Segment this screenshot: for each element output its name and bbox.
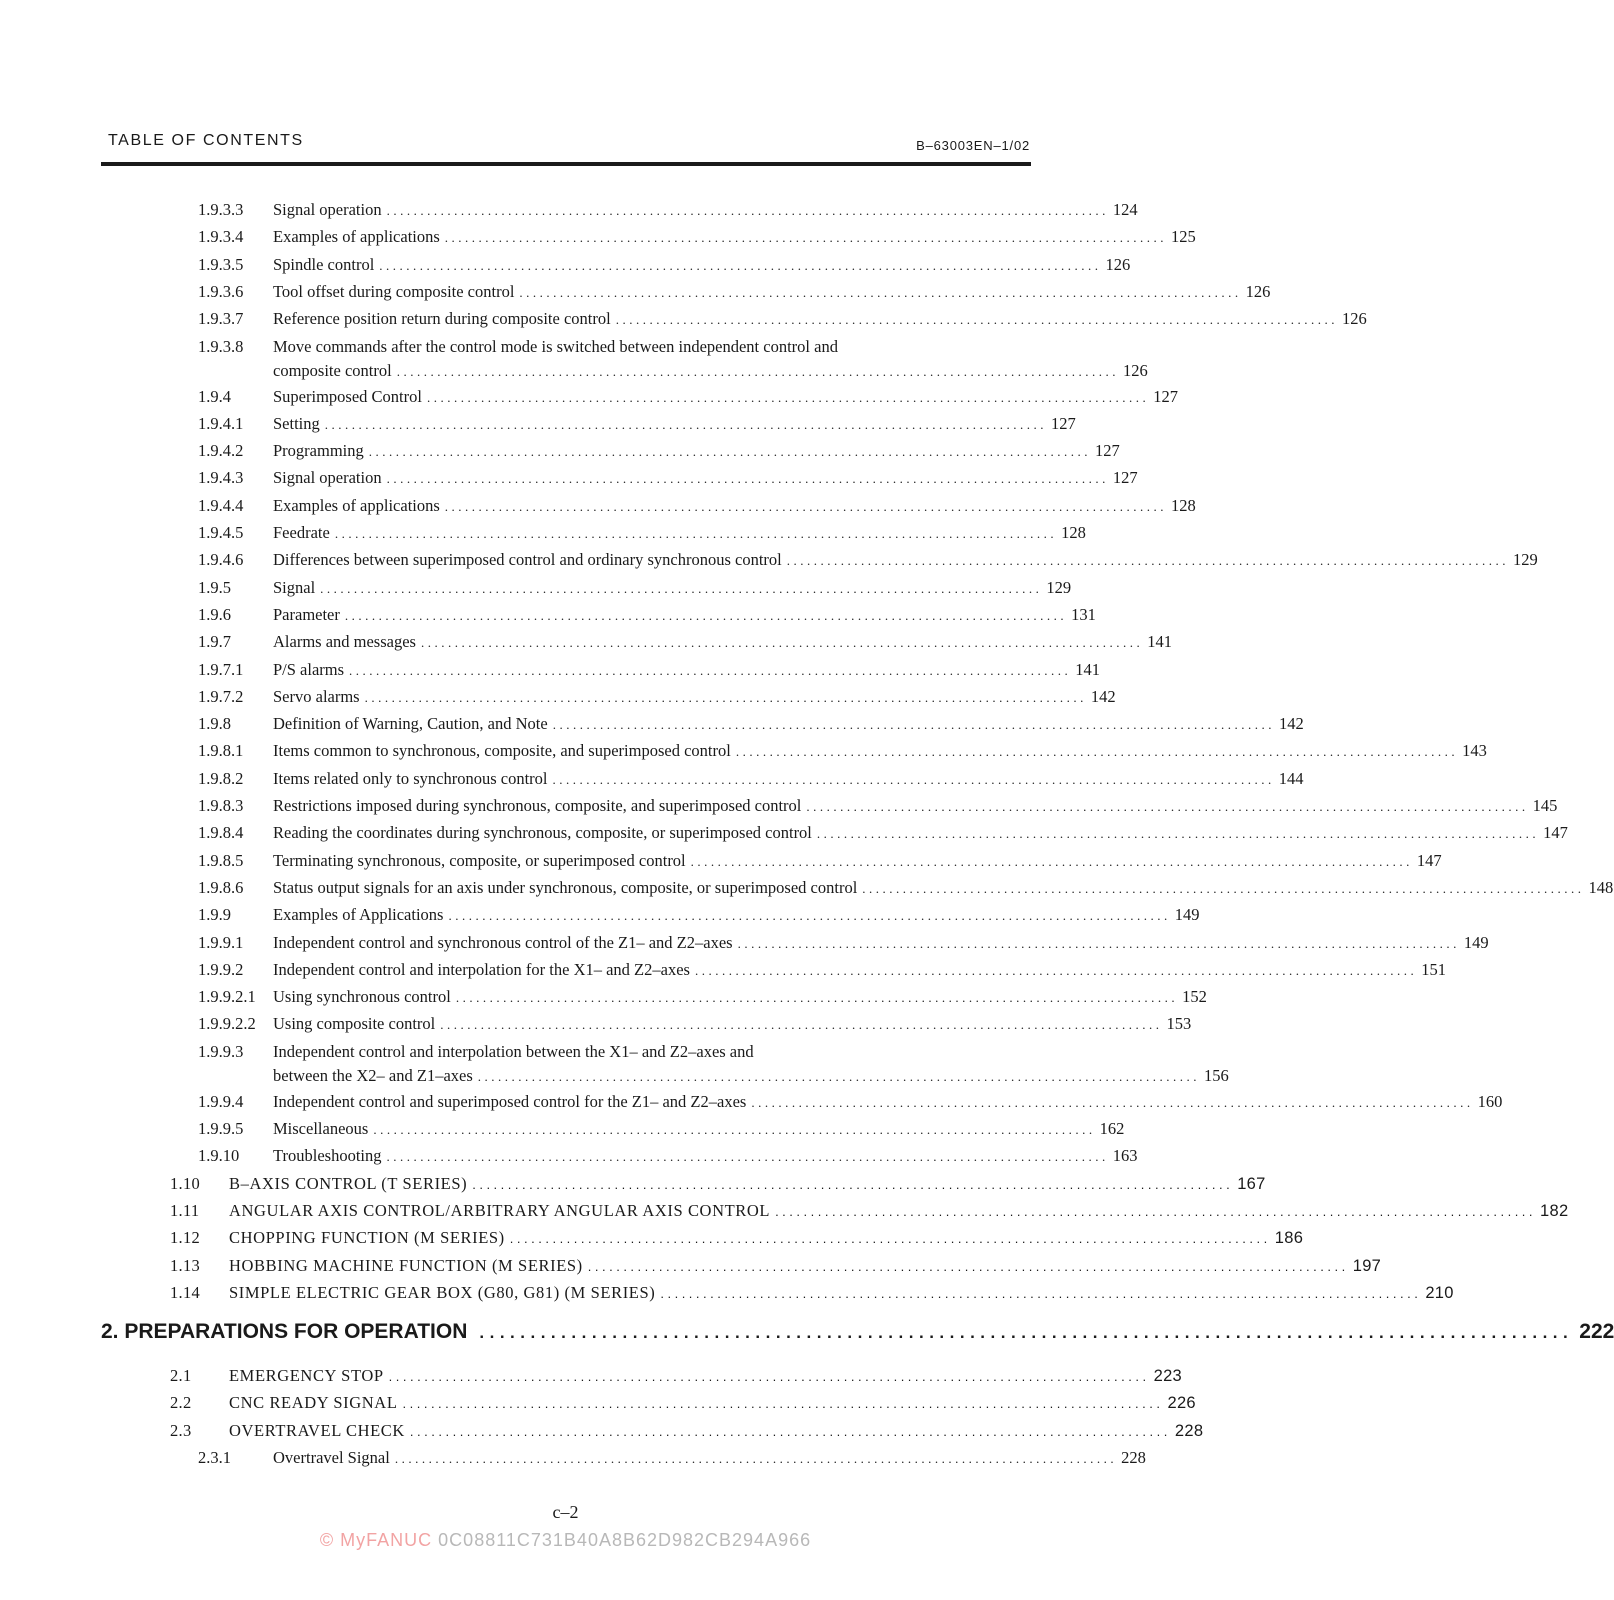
toc-entry-line: [273, 279, 1271, 306]
toc-entry-line: [273, 575, 1072, 602]
toc-entry-number: 2.1: [170, 1366, 192, 1385]
toc-entry-page-number: 228: [1121, 1447, 1146, 1467]
toc-entry-number: 1.9.4.5: [198, 523, 244, 542]
toc-entry-page-number: 156: [1204, 1065, 1229, 1085]
toc-entry-line: [273, 766, 1304, 793]
toc-entry-page-number: 149: [1174, 905, 1200, 925]
toc-entry[interactable]: [0, 657, 1131, 683]
toc-entry-number: 1.9.4.1: [198, 413, 244, 433]
toc-entry-line: [273, 1445, 1146, 1472]
toc-entry-number: 1.9.3.8: [198, 336, 244, 356]
toc-entry-line: [273, 930, 1489, 957]
toc-entry-title: Spindle control: [273, 254, 375, 274]
toc-entry-page-number: 141: [1147, 632, 1172, 652]
toc-entry-title: Tool offset during composite control: [273, 281, 515, 301]
toc-entry[interactable]: [0, 1198, 1569, 1224]
toc-entry-page-number: 210: [1425, 1283, 1454, 1302]
toc-entry-title: Servo alarms: [273, 686, 360, 706]
toc-entry-line: [273, 875, 1614, 902]
toc-entry[interactable]: [0, 411, 1131, 437]
dot-leader: ...........................................................................................................: [409, 1423, 1171, 1439]
toc-entry-number: 1.9.5: [198, 577, 231, 597]
dot-leader: ...........................................................................................................: [402, 1396, 1164, 1412]
dot-leader: ...........................................................................................................: [444, 230, 1168, 246]
toc-entry-line: [273, 984, 1207, 1011]
toc-entry-page-number: 127: [1051, 413, 1076, 433]
toc-entry-title: Troubleshooting: [273, 1146, 382, 1166]
toc-entry-number: 1.9.8.3: [198, 796, 244, 815]
toc-entry-number: 1.12: [170, 1228, 201, 1248]
dot-leader: ...........................................................................................................: [751, 1094, 1474, 1110]
toc-entry-title: Reading the coordinates during synchronous, composite, or superimposed control: [273, 823, 812, 843]
toc-entry-title: Parameter: [273, 604, 340, 624]
dot-leader: ...........................................................................................................: [444, 498, 1168, 514]
toc-entry-number: 2.2: [170, 1393, 192, 1413]
toc-entry[interactable]: [0, 1116, 1131, 1142]
dot-leader: ...........................................................................................................: [386, 1149, 1109, 1165]
dot-leader: ...........................................................................................................: [472, 1176, 1234, 1192]
toc-entry-page-number: 226: [1167, 1394, 1196, 1413]
dot-leader: ...........................................................................................................: [552, 771, 1275, 787]
toc-entry-title: Restrictions imposed during synchronous, composite, and superimposed control: [273, 796, 802, 815]
toc-entry-page-number: 147: [1416, 850, 1442, 870]
toc-entry[interactable]: [0, 197, 1138, 223]
toc-entry-line: [229, 1225, 1304, 1252]
toc-entry-number: 1.13: [170, 1255, 201, 1275]
toc-entry-number: 1.9.3.5: [198, 254, 244, 274]
toc-entry-line: [273, 411, 1076, 438]
toc-entry-number: 1.9.6: [198, 604, 231, 624]
toc-entry-page-number: 141: [1075, 659, 1101, 679]
toc-entry-page-number: 129: [1513, 550, 1538, 570]
toc-entry-line: [273, 684, 1116, 711]
dot-leader: ...........................................................................................................: [775, 1203, 1537, 1219]
toc-entry-page-number: 143: [1462, 741, 1487, 761]
toc-entry-number: 2.3: [170, 1420, 192, 1440]
toc-entry-page-number: 126: [1245, 281, 1271, 301]
toc-entry-page-number: 223: [1153, 1367, 1183, 1385]
toc-entry-page-number: 147: [1543, 823, 1568, 843]
toc-entry-line: [273, 224, 1196, 251]
toc-entry[interactable]: [0, 766, 1304, 792]
chapter-heading[interactable]: [101, 1320, 1614, 1350]
dot-leader: ...........................................................................................................: [349, 662, 1072, 678]
toc-entry-page-number: 124: [1112, 200, 1138, 219]
toc-entry-line: [273, 957, 1446, 984]
toc-entry[interactable]: [0, 1143, 1138, 1169]
dot-leader: ...........................................................................................................: [394, 1450, 1118, 1466]
toc-entry-page-number: 131: [1071, 604, 1096, 624]
toc-entry-line: [273, 438, 1120, 465]
toc-entry[interactable]: [0, 252, 1131, 278]
toc-entry[interactable]: [0, 384, 1178, 410]
toc-entry-line: [273, 738, 1487, 765]
dot-leader: ...........................................................................................................: [426, 389, 1150, 405]
toc-entry-number: 1.9.9.5: [198, 1119, 244, 1138]
toc-entry-title: Reference position return during composite control: [273, 309, 611, 329]
toc-entry-title: Terminating synchronous, composite, or superimposed control: [273, 850, 686, 870]
toc-entry-title-line1: Move commands after the control mode is switched between independent control and: [273, 336, 838, 356]
toc-entry-title: Items related only to synchronous control: [273, 768, 548, 788]
toc-entry-number: 1.10: [170, 1173, 201, 1193]
toc-entry-title: ANGULAR AXIS CONTROL/ARBITRARY ANGULAR AXIS CONTROL: [229, 1200, 771, 1220]
toc-entry-page-number: 167: [1237, 1174, 1266, 1193]
toc-entry-page-number: 228: [1174, 1421, 1204, 1440]
toc-entry-page-number: 142: [1278, 714, 1304, 734]
toc-entry-title: Miscellaneous: [273, 1119, 369, 1138]
toc-entry-page-number: 127: [1153, 386, 1178, 406]
toc-entry-page-number: 128: [1061, 523, 1086, 542]
toc-entry-title: Examples of Applications: [273, 905, 444, 925]
toc-entry[interactable]: [0, 1253, 1382, 1279]
toc-entry-title-line1: Independent control and interpolation between the X1– and Z2–axes and: [273, 1041, 754, 1061]
toc-entry-line: [273, 1089, 1503, 1116]
toc-entry-line: [273, 1063, 1229, 1090]
toc-entry-title: Independent control and superimposed control for the Z1– and Z2–axes: [273, 1091, 747, 1111]
dot-leader: ...........................................................................................................: [396, 363, 1119, 379]
toc-entry-number: 1.9.9.2: [198, 959, 244, 979]
toc-entry-page-number: 126: [1122, 360, 1148, 380]
toc-entry-number: 1.9.9.3: [198, 1041, 244, 1061]
toc-entry[interactable]: [0, 493, 1196, 519]
toc-entry[interactable]: [0, 1039, 1229, 1089]
toc-entry-number: 1.11: [170, 1200, 200, 1220]
toc-entry-title: B–AXIS CONTROL (T SERIES): [229, 1173, 468, 1193]
toc-entry-page-number: 152: [1182, 987, 1207, 1007]
toc-entry-line: [229, 1253, 1382, 1280]
toc-entry-title: Definition of Warning, Caution, and Note: [273, 714, 548, 734]
toc-entry-number: 1.9.3.7: [198, 309, 244, 329]
toc-entry-number: 1.9.3.3: [198, 200, 244, 219]
running-header-title: TABLE OF CONTENTS: [108, 132, 304, 149]
toc-entry[interactable]: [0, 820, 1568, 846]
toc-entry-number: 1.9.9.1: [198, 932, 244, 952]
dot-leader: ...........................................................................................................: [364, 689, 1087, 705]
toc-entry-line: [273, 197, 1138, 224]
toc-entry-title: composite control: [273, 360, 392, 380]
toc-entry[interactable]: [0, 334, 1148, 384]
toc-entry-line: [273, 602, 1096, 629]
document-number: B–63003EN–1/02: [916, 138, 1030, 153]
dot-leader: ...........................................................................................................: [519, 284, 1242, 300]
toc-entry-page-number: 128: [1171, 495, 1196, 515]
toc-entry-title: Examples of applications: [273, 495, 440, 515]
toc-entry[interactable]: [0, 984, 1207, 1010]
toc-entry-title: Status output signals for an axis under synchronous, composite, or superimposed control: [273, 877, 858, 897]
toc-entry-title: Signal operation: [273, 468, 382, 488]
toc-entry-number: 1.9.9.2.2: [198, 1014, 256, 1034]
toc-entry-page-number: 142: [1090, 686, 1116, 706]
toc-entry[interactable]: [0, 1280, 1454, 1306]
dot-leader: ...........................................................................................................: [786, 553, 1510, 569]
toc-entry-page-number: 127: [1112, 468, 1138, 488]
toc-entry-line: [273, 629, 1172, 656]
toc-entry-title: Alarms and messages: [273, 632, 416, 652]
watermark: [0, 1530, 1131, 1551]
toc-entry[interactable]: [0, 1445, 1146, 1471]
toc-entry-number: 1.9.8.6: [198, 877, 244, 897]
toc-entry-number: 1.9.9.4: [198, 1091, 244, 1111]
toc-entry-line: [229, 1198, 1569, 1225]
toc-entry-number: 1.9.8.1: [198, 741, 244, 761]
toc-entry[interactable]: [0, 848, 1442, 874]
dot-leader: ...........................................................................................................: [479, 1323, 1574, 1342]
toc-entry-line: [229, 1171, 1266, 1198]
toc-entry[interactable]: [0, 902, 1200, 928]
toc-entry-line: [229, 1280, 1454, 1307]
toc-entry-title: OVERTRAVEL CHECK: [229, 1420, 405, 1440]
dot-leader: ...........................................................................................................: [690, 853, 1413, 869]
chapter-page-number: 222: [1579, 1320, 1614, 1343]
toc-entry-number: 1.9.4.4: [198, 495, 244, 515]
toc-entry-number: 1.9.4.6: [198, 550, 244, 570]
toc-entry[interactable]: [0, 793, 1558, 819]
toc-entry-page-number: 144: [1278, 768, 1304, 788]
toc-entry-line: [273, 520, 1086, 547]
toc-entry-title: Independent control and interpolation for the X1– and Z2–axes: [273, 959, 690, 979]
dot-leader: ...........................................................................................................: [440, 1017, 1163, 1033]
toc-entry-page-number: 129: [1046, 577, 1072, 597]
watermark-brand: © MyFANUC: [319, 1530, 433, 1550]
toc-entry-title: Independent control and synchronous control of the Z1– and Z2–axes: [273, 932, 733, 952]
dot-leader: ...........................................................................................................: [420, 635, 1144, 651]
toc-entry[interactable]: [0, 1390, 1196, 1416]
dot-leader: ...........................................................................................................: [660, 1285, 1422, 1301]
toc-entry-number: 1.9.8.4: [198, 823, 244, 843]
toc-entry[interactable]: [0, 224, 1196, 250]
toc-entry-number: 1.9.3.4: [198, 227, 244, 247]
toc-entry-title: Setting: [273, 413, 320, 433]
toc-entry-page-number: 151: [1421, 959, 1446, 979]
toc-entry-line: [273, 547, 1538, 574]
toc-entry-line: [273, 820, 1568, 847]
toc-entry-title: Examples of applications: [273, 227, 440, 247]
toc-entry-line: [273, 252, 1131, 279]
toc-entry-page-number: 126: [1341, 309, 1367, 329]
toc-entry-line: [273, 793, 1558, 820]
toc-entry[interactable]: [0, 629, 1172, 655]
toc-entry[interactable]: [0, 279, 1271, 305]
toc-entry-number: 1.9.9.2.1: [198, 987, 256, 1007]
toc-entry-title: Signal: [273, 577, 316, 597]
toc-entry-number: 1.9.9: [198, 905, 231, 925]
toc-entry-page-number: 162: [1099, 1119, 1125, 1138]
toc-entry[interactable]: [0, 438, 1131, 464]
toc-entry-line: [229, 1418, 1204, 1445]
toc-entry-title: Superimposed Control: [273, 386, 422, 406]
toc-entry-page-number: 182: [1540, 1201, 1569, 1220]
toc-entry[interactable]: [0, 1225, 1304, 1251]
toc-entry-line: [273, 1011, 1192, 1038]
watermark-code: 0C08811C731B40A8B62D982CB294A966: [438, 1530, 812, 1550]
toc-entry[interactable]: [0, 1089, 1503, 1115]
dot-leader: ...........................................................................................................: [455, 990, 1179, 1006]
toc-entry-line: [273, 902, 1200, 929]
toc-entry-page-number: 197: [1352, 1256, 1382, 1275]
dot-leader: ...........................................................................................................: [386, 471, 1109, 487]
dot-leader: ...........................................................................................................: [615, 312, 1338, 328]
toc-entry-number: 2.3.1: [198, 1447, 231, 1467]
toc-entry-title: Items common to synchronous, composite, and superimposed control: [273, 741, 731, 761]
toc-entry-number: 1.14: [170, 1282, 201, 1302]
toc-entry[interactable]: [0, 684, 1131, 710]
toc-entry-number: 1.9.4: [198, 386, 231, 406]
toc-entry-page-number: 127: [1095, 441, 1120, 461]
toc-entry-page-number: 186: [1274, 1229, 1304, 1248]
toc-entry-line: [273, 1143, 1138, 1170]
toc-entry-line: [273, 1116, 1125, 1143]
dot-leader: ...........................................................................................................: [587, 1258, 1349, 1274]
toc-entry[interactable]: [0, 711, 1304, 737]
toc-entry-line: [273, 358, 1148, 385]
dot-leader: ...........................................................................................................: [806, 799, 1529, 814]
toc-entry[interactable]: [0, 957, 1446, 983]
toc-entry-line: [273, 657, 1101, 684]
toc-entry-line: [229, 1363, 1183, 1390]
toc-entry-page-number: 148: [1588, 877, 1614, 897]
toc-entry-title: P/S alarms: [273, 659, 345, 679]
toc-entry-title: Differences between superimposed control and ordinary synchronous control: [273, 550, 782, 570]
toc-entry-title: between the X2– and Z1–axes: [273, 1065, 473, 1085]
dot-leader: ...........................................................................................................: [344, 607, 1068, 623]
toc-entry-number: 1.9.7: [198, 632, 231, 652]
toc-entry-number: 1.9.4.2: [198, 441, 244, 461]
toc-entry[interactable]: [0, 1011, 1192, 1037]
toc-entry-title: Overtravel Signal: [273, 1447, 390, 1467]
toc-entry-title: Programming: [273, 441, 364, 461]
toc-entry-number: 1.9.7.1: [198, 659, 244, 679]
toc-entry[interactable]: [0, 1171, 1266, 1197]
dot-leader: ...........................................................................................................: [324, 416, 1048, 432]
toc-entry-line: [273, 711, 1304, 738]
toc-entry-page-number: 125: [1171, 227, 1196, 247]
dot-leader: ...........................................................................................................: [509, 1231, 1271, 1247]
dot-leader: ...........................................................................................................: [448, 908, 1171, 924]
dot-leader: ...........................................................................................................: [373, 1122, 1096, 1137]
toc-entry-line: [273, 848, 1442, 875]
toc-entry[interactable]: [0, 1418, 1204, 1444]
toc-entry-title: SIMPLE ELECTRIC GEAR BOX (G80, G81) (M SERIES): [229, 1282, 656, 1302]
toc-entry[interactable]: [0, 575, 1131, 601]
toc-entry-number: 1.9.8: [198, 714, 231, 734]
toc-entry[interactable]: [0, 875, 1614, 901]
toc-entry-title: HOBBING MACHINE FUNCTION (M SERIES): [229, 1255, 583, 1275]
dot-leader: ...........................................................................................................: [552, 717, 1275, 733]
toc-entry[interactable]: [0, 602, 1131, 628]
dot-leader: ...........................................................................................................: [388, 1369, 1150, 1384]
toc-entry-number: 1.9.3.6: [198, 281, 244, 301]
dot-leader: ...........................................................................................................: [477, 1068, 1201, 1084]
dot-leader: ...........................................................................................................: [694, 962, 1418, 978]
toc-entry-title: Using synchronous control: [273, 987, 451, 1007]
toc-entry-title: EMERGENCY STOP: [229, 1366, 384, 1385]
toc-entry-title: CHOPPING FUNCTION (M SERIES): [229, 1228, 505, 1248]
toc-entry-title: Signal operation: [273, 200, 382, 219]
toc-entry[interactable]: [0, 547, 1538, 573]
dot-leader: ...........................................................................................................: [320, 580, 1043, 596]
dot-leader: ...........................................................................................................: [735, 744, 1459, 760]
toc-entry-line: [273, 493, 1196, 520]
toc-entry-page-number: 153: [1166, 1014, 1192, 1034]
page-number: c–2: [552, 1502, 579, 1522]
dot-leader: ...........................................................................................................: [862, 880, 1585, 896]
toc-entry-title: Using composite control: [273, 1014, 436, 1034]
toc-entry[interactable]: [0, 738, 1487, 764]
toc-entry-page-number: 149: [1463, 932, 1489, 952]
toc-entry-title: Feedrate: [273, 523, 330, 542]
toc-entry-number: 1.9.8.2: [198, 768, 244, 788]
toc-entry[interactable]: [0, 306, 1367, 332]
toc-entry-title: CNC READY SIGNAL: [229, 1393, 398, 1413]
toc-entry[interactable]: [0, 465, 1138, 491]
toc-entry-number: 1.9.4.3: [198, 468, 244, 488]
toc-entry-number: 1.9.8.5: [198, 850, 244, 870]
toc-entry-line: [273, 306, 1367, 333]
toc-entry[interactable]: [0, 1363, 1183, 1389]
toc-entry-page-number: 160: [1477, 1091, 1503, 1111]
toc-entry[interactable]: [0, 520, 1131, 546]
dot-leader: ...........................................................................................................: [379, 257, 1102, 273]
toc-entry-line: [273, 465, 1138, 492]
dot-leader: ...........................................................................................................: [737, 935, 1460, 951]
toc-entry-number: 1.9.10: [198, 1146, 240, 1166]
toc-entry-page-number: 126: [1105, 254, 1131, 274]
header-rule: [101, 162, 1031, 166]
dot-leader: ...........................................................................................................: [334, 526, 1058, 541]
toc-entry-line: [229, 1390, 1196, 1417]
toc-entry[interactable]: [0, 930, 1489, 956]
toc-entry-number: 1.9.7.2: [198, 686, 244, 706]
chapter-title: 2. PREPARATIONS FOR OPERATION: [101, 1320, 468, 1343]
dot-leader: ...........................................................................................................: [816, 826, 1540, 842]
dot-leader: ...........................................................................................................: [386, 203, 1109, 218]
dot-leader: ...........................................................................................................: [368, 444, 1091, 460]
toc-entry-page-number: 163: [1112, 1146, 1138, 1166]
toc-entry-line: [273, 384, 1178, 411]
toc-entry-page-number: 145: [1532, 796, 1558, 815]
